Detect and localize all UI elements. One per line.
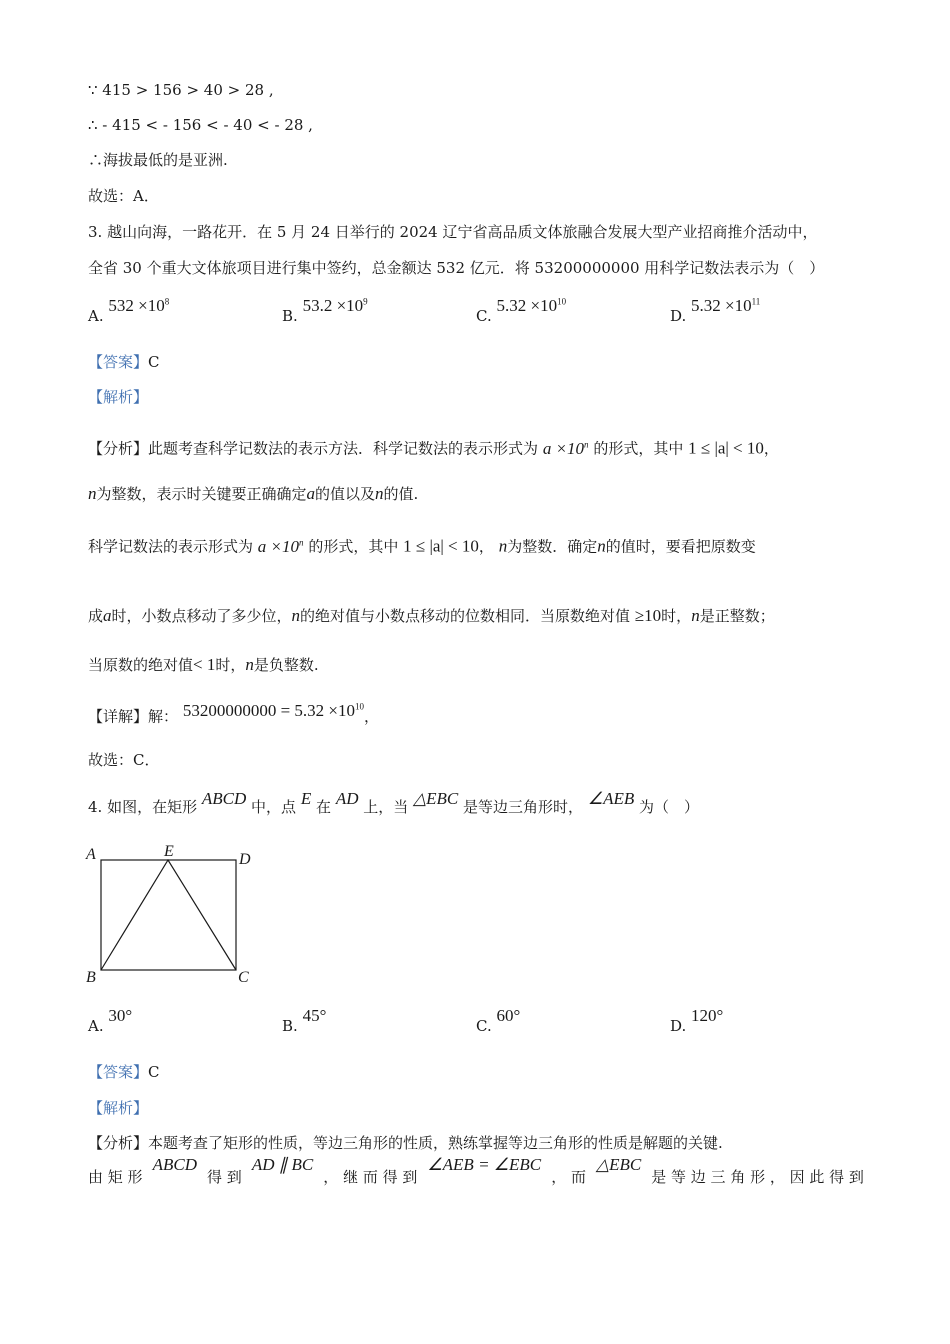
- q3-stem-line-2: 全省 30 个重大文体旅项目进行集中签约，总金额达 532 亿元．将 53200000000 用科学记数法表示为（ ）: [88, 259, 825, 277]
- rectangle-abcd: [101, 860, 236, 970]
- q3-sci-line-3: 当原数的绝对值< 1时，n是负整数.: [88, 655, 319, 674]
- reasoning-line-3: ∴海拔最低的是亚洲.: [88, 151, 228, 169]
- q3-sci-line-1: 科学记数法的表示形式为 $a \times 10^n$ 的形式，其中 1 ≤ |a| < 10， n为整数．确定n的值时，要看把原数变: [88, 536, 756, 556]
- q3-option-b: B. $53.2 \times 10^9$: [282, 296, 368, 325]
- choose-line-q2: 故选：A．: [88, 187, 159, 205]
- rectangle-figure: [80, 838, 270, 993]
- label-e: E: [164, 843, 174, 860]
- label-d: D: [239, 851, 251, 868]
- q3-stem-line-1: 3. 越山向海，一路花开．在 5 月 24 日举行的 2024 辽宁省高品质文体旅融合发展大型产业招商推介活动中，: [88, 223, 818, 241]
- q4-option-b: B. 45°: [282, 1006, 327, 1035]
- q4-stem: 4. 如图，在矩形 ABCD 中，点 E 在 AD 上，当 △EBC 是等边三角形时， ∠AEB 为（ ）: [88, 789, 700, 816]
- q3-jiexi-tag: 【解析】: [88, 388, 149, 406]
- label-a: A: [86, 846, 96, 863]
- q4-analysis: 【分析】本题考查了矩形的性质，等边三角形的性质，熟练掌握等边三角形的性质是解题的关键.: [88, 1134, 723, 1152]
- q3-answer: [88, 352, 160, 372]
- q3-sci-line-2: 成a时，小数点移动了多少位，n的绝对值与小数点移动的位数相同．当原数绝对值 ≥10时，n是正整数；: [88, 606, 775, 625]
- q3-analysis-line-2: n为整数，表示时关键要正确确定a的值以及n的值.: [88, 484, 419, 503]
- label-c: C: [238, 969, 249, 986]
- q4-reasoning-line: 由 矩 形 ABCD 得 到 AD ∥ BC ， 继 而 得 到 ∠AEB = ∠EBC ， 而 △EBC 是 等 边 三 角 形 ， 因 此 得 到: [88, 1155, 864, 1186]
- triangle-ebc: [101, 860, 236, 970]
- q3-option-a: A. $532 \times 10^8$: [88, 296, 170, 325]
- q4-jiexi-tag: 【解析】: [88, 1099, 149, 1117]
- q3-option-d: D. $5.32 \times 10^{11}$: [670, 296, 761, 325]
- answer-tag: 【答案】: [88, 353, 149, 371]
- q3-option-c: C. $5.32 \times 10^{10}$: [476, 296, 567, 325]
- q3-choose: 故选：C．: [88, 751, 160, 769]
- answer-value: C: [148, 353, 160, 371]
- label-b: B: [86, 969, 96, 986]
- abs-condition: 1 ≤ |a| < 10: [688, 438, 764, 458]
- reasoning-line-1: ∵ 415 > 156 > 40 > 28 ,: [88, 81, 274, 99]
- q4-option-d: D. 120°: [670, 1006, 724, 1035]
- q3-analysis-line-1: 【分析】此题考查科学记数法的表示方法．科学记数法的表示形式为 $a \times 10^n$ 的形式，其中 1 ≤ |a| < 10，: [88, 438, 779, 458]
- q3-detail: 【详解】解： $53200000000 = 5.32 \times 10^{10}$，: [88, 700, 380, 726]
- q4-answer: 【答案】C: [88, 1063, 160, 1081]
- q4-option-c: C. 60°: [476, 1006, 521, 1035]
- q4-option-a: A. 30°: [88, 1006, 133, 1035]
- reasoning-line-2: ∴ - 415 < - 156 < - 40 < - 28 ,: [88, 116, 313, 134]
